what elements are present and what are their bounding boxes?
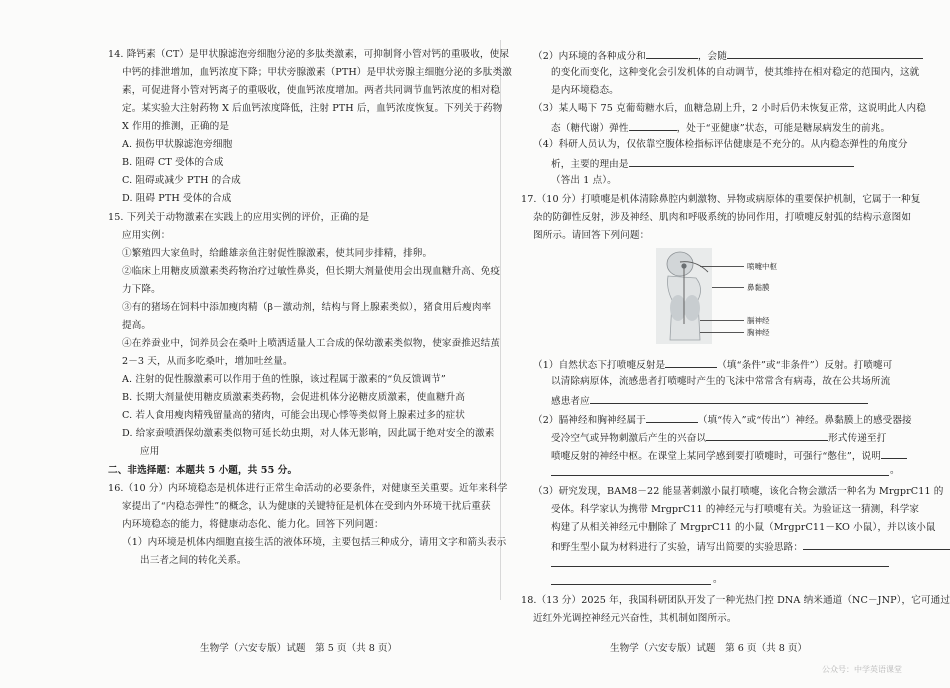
q15-option-b[interactable]: B. 长期大剂量使用糖皮质激素类药物，会促进机体分泌糖皮质激素，使血糖升高 <box>122 392 466 403</box>
q16-p2-text-a: （2）内环境的各种成分和 <box>533 51 646 62</box>
q14-option-c[interactable]: C. 阻碍或减少 PTH 的合成 <box>122 175 241 186</box>
q17-p1-text-a: （1）自然状态下打喷嚏反射是 <box>533 360 666 371</box>
q16-p4-line-1: （4）科研人员认为，仅依靠空腹体检指标评估健康是不充分的。从内稳态弹性的角度分 <box>533 139 908 150</box>
q17-p2-line-2 <box>551 430 886 446</box>
q14-line-2: 中钙的排泄增加，血钙浓度下降；甲状旁腺激素（PTH）是甲状旁腺主细胞分泌的多肽类激 <box>122 67 512 78</box>
q15-option-c[interactable]: C. 若人食用瘦肉精残留量高的猪肉，可能会出现心悸等类似肾上腺素过多的症状 <box>122 410 465 421</box>
q15-line-8: ④在养蚕业中，饲养员会在桑叶上喷洒适量人工合成的保幼激素类似物，使家蚕推迟结茧 <box>122 338 501 349</box>
q17-p2-text-c: 受冷空气或异物刺激后产生的兴奋以 <box>551 433 707 444</box>
label-intercostal-nerve: 胸神经 <box>747 328 770 337</box>
q17-p1-line-2: 以清除病原体，流感患者打喷嚏时产生的飞沫中常常含有病毒，故在公共场所流 <box>551 376 891 387</box>
q17-p1-text-c: 感患者应 <box>551 396 590 407</box>
right-page-footer: 生物学（六安专版）试题 第 6 页（共 8 页） <box>610 643 808 654</box>
q17-p1-line-1 <box>533 357 892 373</box>
q16-p3-blank[interactable] <box>629 120 677 131</box>
q18-line-2: 近红外光调控神经元兴奋性，其机制如图所示。 <box>533 613 737 624</box>
section-2-heading: 二、非选择题：本题共 5 小题，共 55 分。 <box>108 465 298 476</box>
leader-center <box>700 266 744 267</box>
q16-p1-line-2: 出三者之间的转化关系。 <box>140 555 247 566</box>
page-divider <box>500 40 501 600</box>
q17-p1-blank[interactable] <box>665 357 717 368</box>
right-lung-shape <box>684 295 700 321</box>
q16-p4-line-3: （答出 1 点）。 <box>551 175 617 186</box>
q16-p2-line-3: 是内环境稳态。 <box>551 85 619 96</box>
q16-p4-text: 析，主要的理由是 <box>551 159 629 170</box>
q18-line-1: 18.（13 分）2025 年，我国科研团队开发了一种光热门控 DNA 纳米通道（NC－JNP），它可通过 <box>521 595 950 606</box>
q15-line-5: 力下降。 <box>122 284 161 295</box>
left-page-footer: 生物学（六安专版）试题 第 5 页（共 8 页） <box>200 643 398 654</box>
q17-p3-period: 。 <box>713 574 723 585</box>
q16-p2-line-2: 的变化而变化，这种变化会引发机体的自动调节，使其维持在相对稳定的范围内，这就 <box>551 67 920 78</box>
q16-p2-line-1 <box>533 48 923 64</box>
q15-line-2: 应用实例： <box>122 230 171 241</box>
q17-p2-blank-1[interactable] <box>646 412 698 423</box>
label-phrenic-nerve: 膈神经 <box>747 316 770 325</box>
q17-line-3: 图所示。请回答下列问题： <box>533 230 650 241</box>
q17-p3-answer-line-1[interactable] <box>551 566 889 567</box>
q17-p2-text-b: （填“传入”或“传出”）神经。鼻黏膜上的感受器接 <box>697 415 912 426</box>
watermark: 公众号：中学英语课堂 <box>822 665 902 674</box>
label-sneeze-center: 喷嚏中枢 <box>747 262 777 271</box>
q14-option-b[interactable]: B. 阻碍 CT 受体的合成 <box>122 157 224 168</box>
q17-p2-text-e: 喷嚏反射的神经中枢。在课堂上某同学感到要打喷嚏时，可强行“憋住”，说明 <box>551 451 881 462</box>
q15-option-d-cont: 应用 <box>140 446 160 457</box>
q15-option-d[interactable]: D. 给家蚕喷洒保幼激素类似物可延长幼虫期，对人体无影响，因此属于绝对安全的激素 <box>122 428 495 439</box>
q17-line-2: 杂的防御性反射，涉及神经、肌肉和呼吸系统的协同作用，打喷嚏反射弧的结构示意图如 <box>533 212 912 223</box>
q17-p2-answer-line[interactable] <box>551 475 889 476</box>
q17-p1-text-b: （填“条件”或“非条件”）反射。打喷嚏可 <box>717 360 893 371</box>
q15-line-9: 2－3 天，从而多吃桑叶，增加吐丝量。 <box>122 356 293 367</box>
q17-p2-period: 。 <box>890 465 900 476</box>
q17-p3-blank[interactable] <box>803 539 950 550</box>
q14-line-3: 素，可促进肾小管对钙离子的重吸收，使血钙浓度增加。两者共同调节血钙浓度的相对稳 <box>122 85 501 96</box>
q14-line-4: 定。某实验大注射药物 X 后血钙浓度降低，注射 PTH 后，血钙浓度恢复。下列关于药物 <box>122 103 503 114</box>
sneeze-center-dot <box>681 263 686 268</box>
q17-p2-line-1 <box>533 412 912 428</box>
q16-p4-blank[interactable] <box>629 156 854 167</box>
leader-intercostal <box>700 332 744 333</box>
q16-line-2: 家提出了“内稳态弹性”的概念，认为健康的关键特征是机体在受到内外环境干扰后重获 <box>122 501 491 512</box>
q17-p1-answer-blank[interactable] <box>590 393 868 404</box>
q17-p1-line-3 <box>551 393 868 409</box>
q16-line-1: 16.（10 分）内环境稳态是机体进行正常生命活动的必要条件，对健康至关重要。近年来科学 <box>108 483 508 494</box>
q15-line-4: ②临床上用糖皮质激素类药物治疗过敏性鼻炎，但长期大剂量使用会出现血糖升高、免疫 <box>122 266 501 277</box>
q16-p2-blank-1[interactable] <box>646 48 698 59</box>
q16-p2-text-b: ，会随 <box>697 51 727 62</box>
q17-line-1: 17.（10 分）打喷嚏是机体清除鼻腔内刺激物、异物或病原体的重要保护机制，它属于一种复 <box>521 194 921 205</box>
q14-line-5: X 作用的推测，正确的是 <box>122 121 230 132</box>
leader-phrenic <box>700 320 744 321</box>
q16-p2-blank-2[interactable] <box>727 48 923 59</box>
q17-p2-text-d: 形式传递至打 <box>828 433 887 444</box>
sneeze-reflex-figure <box>656 248 828 344</box>
q14-option-a[interactable]: A. 损伤甲状腺滤泡旁细胞 <box>122 139 233 150</box>
q17-p2-text-a: （2）膈神经和胸神经属于 <box>533 415 646 426</box>
q15-line-7: 提高。 <box>122 320 152 331</box>
q14-option-d[interactable]: D. 阻碍 PTH 受体的合成 <box>122 193 232 204</box>
q17-p3-line-2: 受体。科学家认为携带 MrgprC11 的神经元与打喷嚏有关。为验证这一猜测，科学家 <box>551 504 920 515</box>
q16-p4-line-2 <box>551 156 854 172</box>
q17-p2-line-3 <box>551 448 907 464</box>
q15-option-a[interactable]: A. 注射的促性腺激素可以作用于鱼的性腺，该过程属于激素的“负反馈调节” <box>122 374 446 385</box>
q16-p3-text-a: 态（糖代谢）弹性 <box>551 123 629 134</box>
q17-p3-text: 和野生型小鼠为材料进行了实验，请写出简要的实验思路： <box>551 542 804 553</box>
q16-p3-text-b: ，处于“亚健康”状态，可能是糖尿病发生的前兆。 <box>676 123 891 134</box>
brain-shape <box>667 252 693 276</box>
q14-line-1: 14. 降钙素（CT）是甲状腺滤泡旁细胞分泌的多肽类激素，可抑制肾小管对钙的重吸收，使尿 <box>108 49 510 60</box>
q17-p3-line-1: （3）研究发现，BAM8－22 能显著刺激小鼠打喷嚏，该化合物会激活一种名为 MrgprC11 的 <box>533 486 944 497</box>
q16-p1-line-1: （1）内环境是机体内细胞直接生活的液体环境，主要包括三种成分，请用文字和箭头表示 <box>122 537 507 548</box>
label-nasal-mucosa: 鼻黏膜 <box>747 283 770 292</box>
leader-nasal <box>712 287 744 288</box>
q17-p3-line-4 <box>551 539 950 555</box>
q15-line-6: ③有的猪场在饲料中添加瘦肉精（β－激动剂，结构与肾上腺素类似），猪食用后瘦肉率 <box>122 302 492 313</box>
q15-line-3: ①繁殖四大家鱼时，给雌雄亲鱼注射促性腺激素，使其同步排精，排卵。 <box>122 248 433 259</box>
reflex-arc-drawing <box>656 248 828 344</box>
q16-line-3: 内环境稳态的能力，将健康动态化、能力化。回答下列问题： <box>122 519 384 530</box>
q15-line-1: 15. 下列关于动物激素在实践上的应用实例的评价，正确的是 <box>108 212 370 223</box>
q17-p2-blank-2[interactable] <box>706 430 828 441</box>
q16-p3-line-1: （3）某人喝下 75 克葡萄糖水后，血糖急剧上升，2 小时后仍未恢复正常，这说明此人内稳 <box>533 103 926 114</box>
q17-p3-answer-line-2[interactable] <box>551 584 711 585</box>
q17-p3-line-3: 构建了从相关神经元中删除了 MrgprC11 的小鼠（MrgprC11－KO 小鼠），并以该小鼠 <box>551 522 936 533</box>
q16-p3-line-2 <box>551 120 890 136</box>
q17-p2-blank-3[interactable] <box>881 448 907 459</box>
